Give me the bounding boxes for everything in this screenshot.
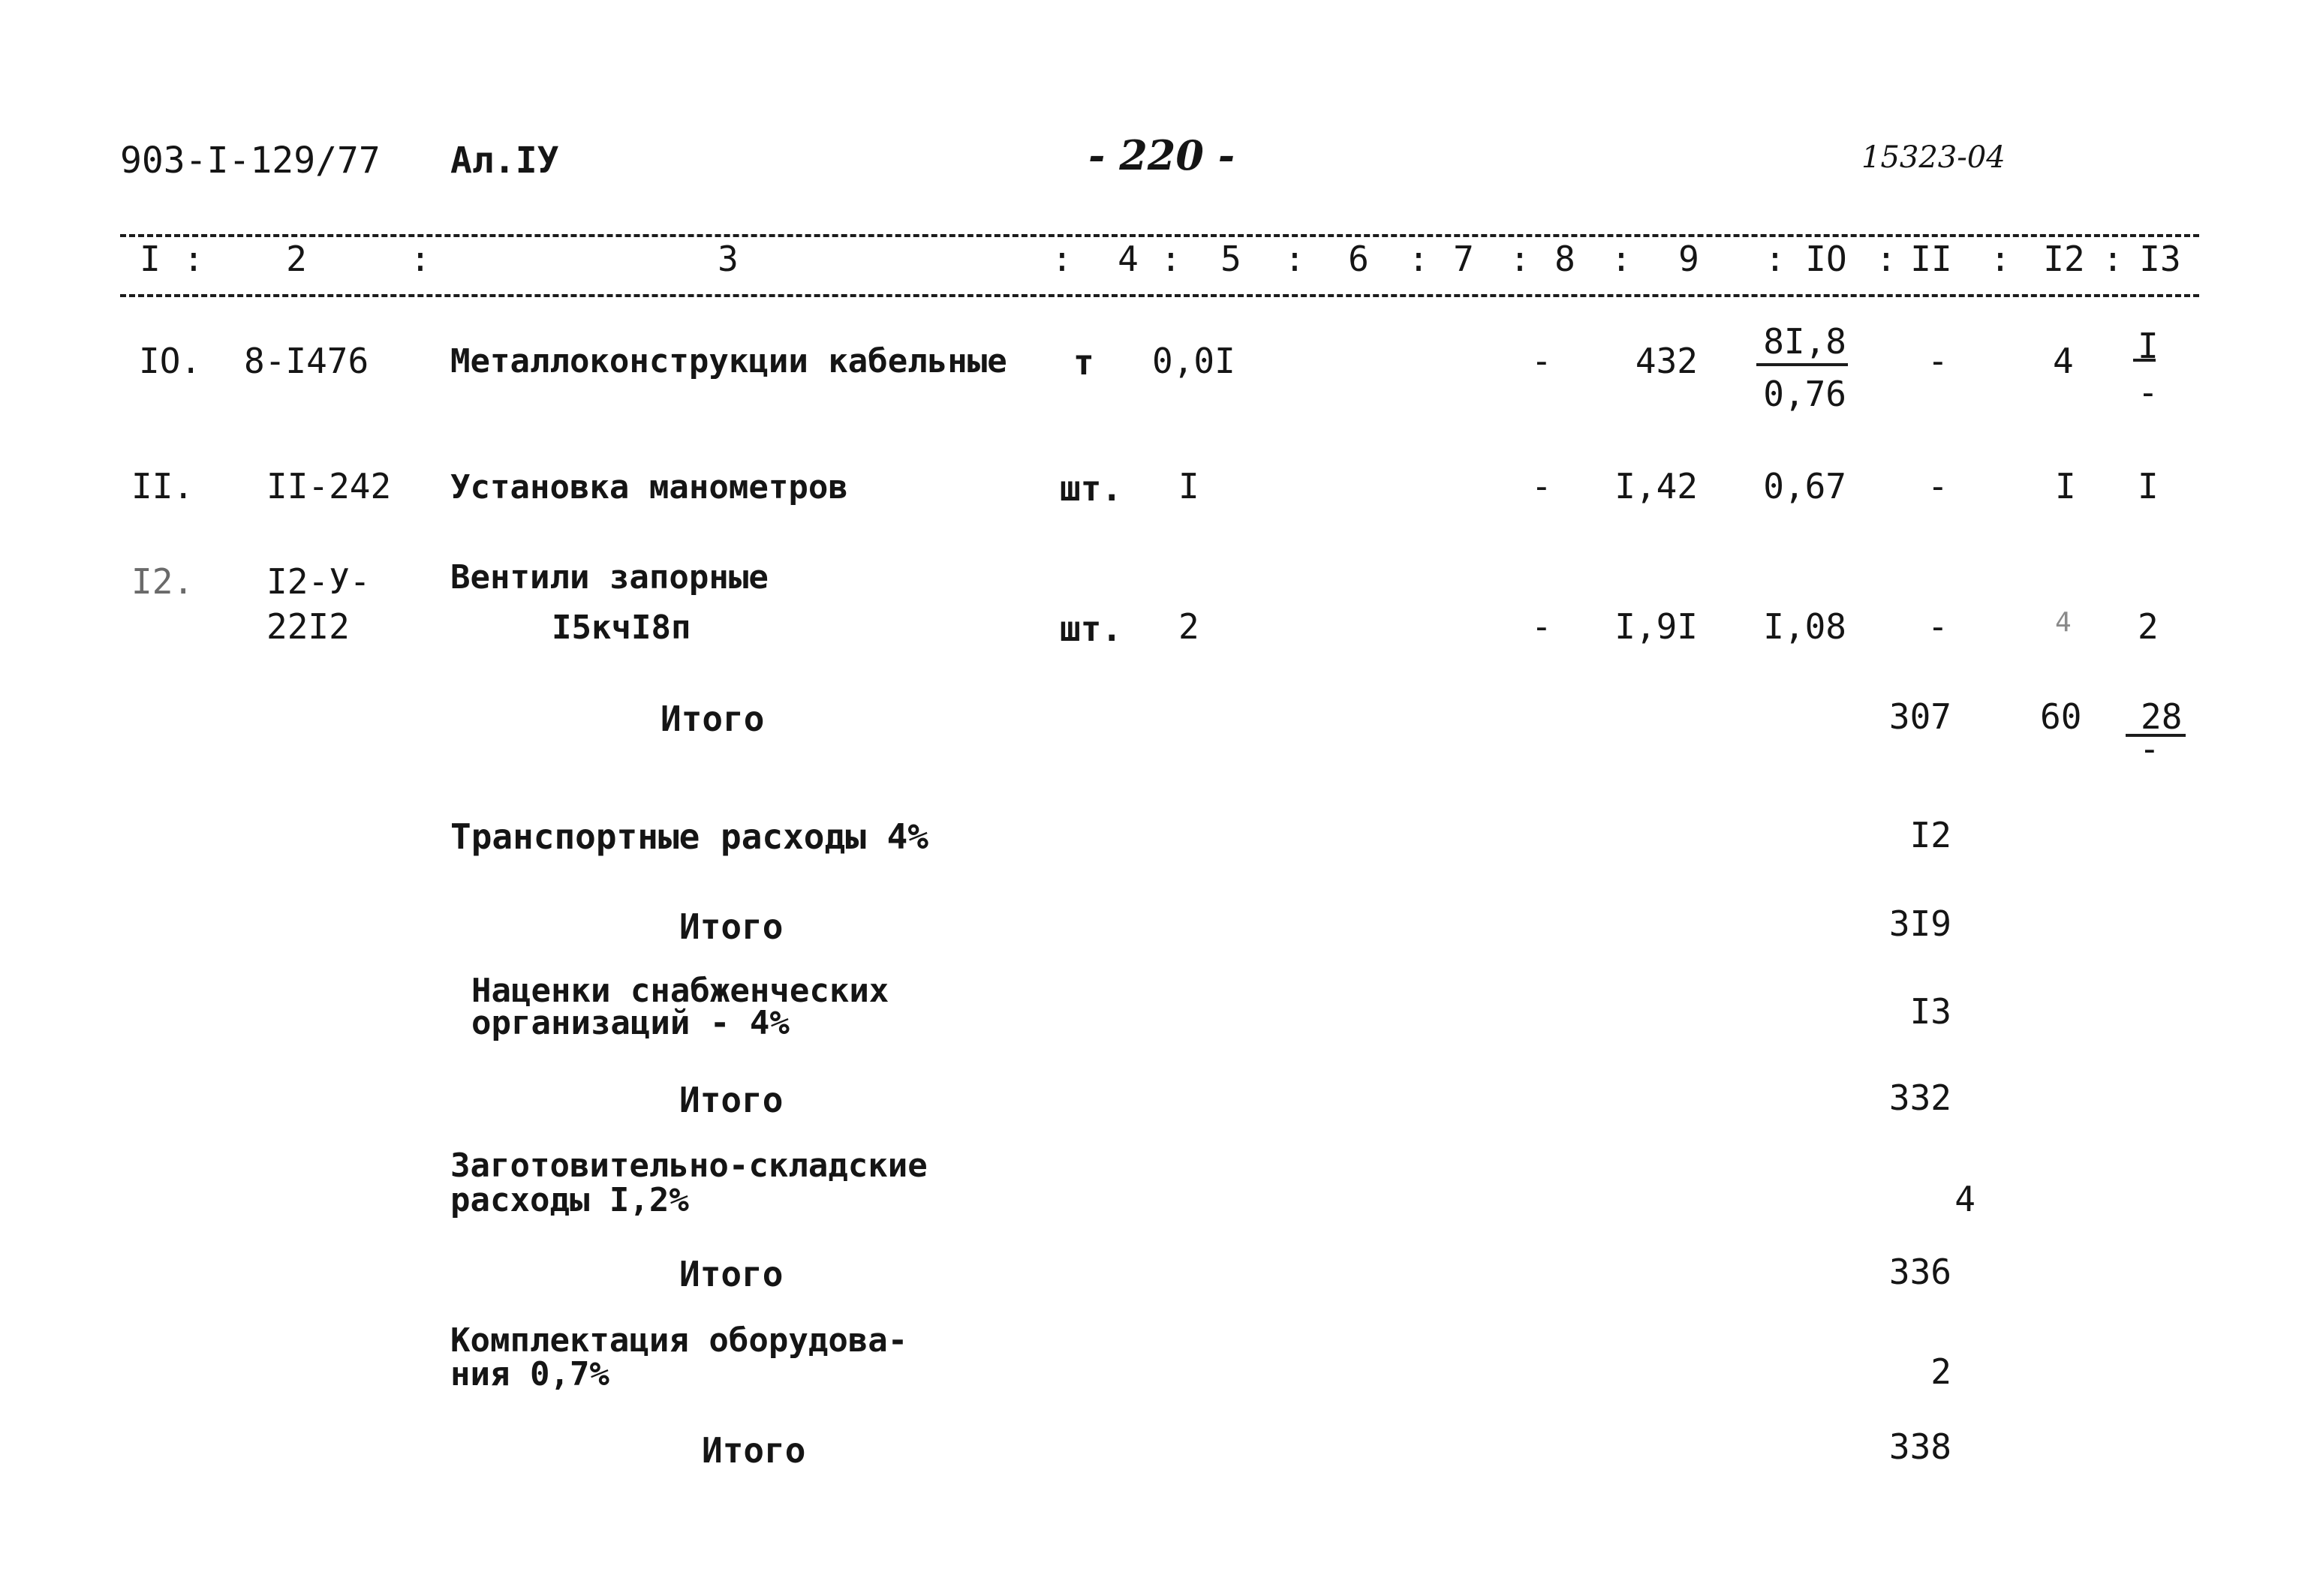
- grand-total-label: Итого: [702, 1430, 806, 1471]
- document-code: 903-I-129/77: [120, 140, 381, 182]
- col-header-6: 6: [1348, 239, 1369, 279]
- row-col11: -: [1927, 606, 1948, 647]
- row-code-continued: 22I2: [266, 606, 350, 647]
- row-col13-bottom: -: [2138, 372, 2159, 413]
- col-header-8: 8: [1554, 239, 1575, 279]
- row-col9: I,42: [1614, 466, 1698, 506]
- album-number: Aл.IУ: [450, 140, 559, 182]
- row-col10: 0,67: [1763, 466, 1846, 506]
- col-separator: :: [1876, 239, 1897, 279]
- col-separator: :: [1408, 239, 1429, 279]
- row-number: IO.: [139, 341, 202, 381]
- row-quantity: 2: [1178, 606, 1199, 647]
- row-col13-top: I: [2138, 326, 2159, 366]
- procurement-costs-label: Заготовительно-складские: [450, 1147, 928, 1185]
- fraction-line: [2133, 359, 2156, 362]
- fraction-line: [1756, 363, 1848, 366]
- equipment-kitting-value: 2: [1930, 1351, 1951, 1392]
- supply-markup-label: Наценки снабженческих: [471, 972, 889, 1010]
- row-name: Установка манометров: [450, 468, 848, 506]
- header-rule-bottom: [120, 294, 2199, 297]
- header-rule-top: [120, 234, 2199, 237]
- row-unit: т: [1073, 342, 1094, 383]
- subtotal-value: 336: [1888, 1252, 1951, 1292]
- col-header-10: IO: [1805, 239, 1847, 279]
- col-separator: :: [1611, 239, 1632, 279]
- row-name: Металлоконструкции кабельные: [450, 342, 1007, 380]
- col-header-3: 3: [718, 239, 739, 279]
- supply-markup-label-continued: организаций - 4%: [471, 1004, 790, 1042]
- inventory-number: 15323-04: [1861, 140, 2006, 175]
- row-col9: I,9I: [1614, 606, 1698, 647]
- col-header-13: I3: [2139, 239, 2181, 279]
- row-col12: I: [2055, 466, 2076, 506]
- col-header-9: 9: [1678, 239, 1699, 279]
- row-col8: -: [1531, 606, 1552, 647]
- col-separator: :: [1765, 239, 1786, 279]
- procurement-costs-label-continued: расходы I,2%: [450, 1181, 689, 1219]
- page-number: - 220 -: [1088, 131, 1235, 179]
- row-col8: -: [1531, 341, 1552, 381]
- subtotal-value: 332: [1888, 1078, 1951, 1118]
- col-separator: :: [1284, 239, 1305, 279]
- total-col13-sub: -: [2139, 729, 2160, 769]
- subtotal-label: Итого: [679, 1080, 784, 1120]
- total-label: Итого: [661, 699, 765, 739]
- row-name: Вентили запорные: [450, 558, 769, 597]
- total-col11: 307: [1888, 696, 1951, 737]
- row-col10-top: 8I,8: [1763, 321, 1846, 362]
- procurement-costs-value: 4: [1954, 1179, 1975, 1219]
- subtotal-label: Итого: [679, 906, 784, 947]
- col-separator: :: [1990, 239, 2011, 279]
- col-header-12: I2: [2043, 239, 2085, 279]
- row-col13: I: [2138, 466, 2159, 506]
- col-header-1: I: [140, 239, 161, 279]
- supply-markup-value: I3: [1909, 991, 1951, 1032]
- equipment-kitting-label: Комплектация оборудова-: [450, 1321, 908, 1360]
- col-separator: :: [1160, 239, 1181, 279]
- col-separator: :: [1509, 239, 1530, 279]
- grand-total-value: 338: [1888, 1426, 1951, 1467]
- col-separator: :: [1052, 239, 1073, 279]
- col-header-2: 2: [286, 239, 307, 279]
- row-col10-bottom: 0,76: [1763, 374, 1846, 414]
- equipment-kitting-label-continued: ния 0,7%: [450, 1355, 609, 1393]
- col-header-7: 7: [1453, 239, 1474, 279]
- subtotal-value: 3I9: [1888, 903, 1951, 944]
- row-col11: -: [1927, 341, 1948, 381]
- col-separator: :: [2102, 239, 2123, 279]
- total-col13: 28: [2141, 696, 2183, 737]
- row-number: I2.: [131, 561, 194, 602]
- total-col12: 60: [2040, 696, 2082, 737]
- row-col12: 4: [2055, 607, 2072, 638]
- row-col13: 2: [2138, 606, 2159, 647]
- row-quantity: I: [1178, 466, 1199, 506]
- row-code: I2-У-: [266, 561, 371, 602]
- col-header-5: 5: [1220, 239, 1241, 279]
- row-col10: I,08: [1763, 606, 1846, 647]
- col-separator: :: [410, 239, 431, 279]
- row-quantity: 0,0I: [1152, 341, 1235, 381]
- row-col8: -: [1531, 466, 1552, 506]
- row-code: II-242: [266, 466, 392, 506]
- row-number: II.: [131, 466, 194, 506]
- row-name-continued: I5кчI8п: [552, 609, 691, 647]
- col-header-11: II: [1910, 239, 1952, 279]
- col-separator: :: [183, 239, 204, 279]
- row-col12: 4: [2053, 341, 2074, 381]
- row-col9: 432: [1635, 341, 1698, 381]
- subtotal-label: Итого: [679, 1254, 784, 1294]
- row-col11: -: [1927, 466, 1948, 506]
- transport-costs-value: I2: [1909, 815, 1951, 855]
- row-code: 8-I476: [244, 341, 369, 381]
- row-unit: шт.: [1060, 609, 1123, 649]
- transport-costs-label: Транспортные расходы 4%: [450, 816, 928, 857]
- col-header-4: 4: [1118, 239, 1139, 279]
- row-unit: шт.: [1060, 468, 1123, 509]
